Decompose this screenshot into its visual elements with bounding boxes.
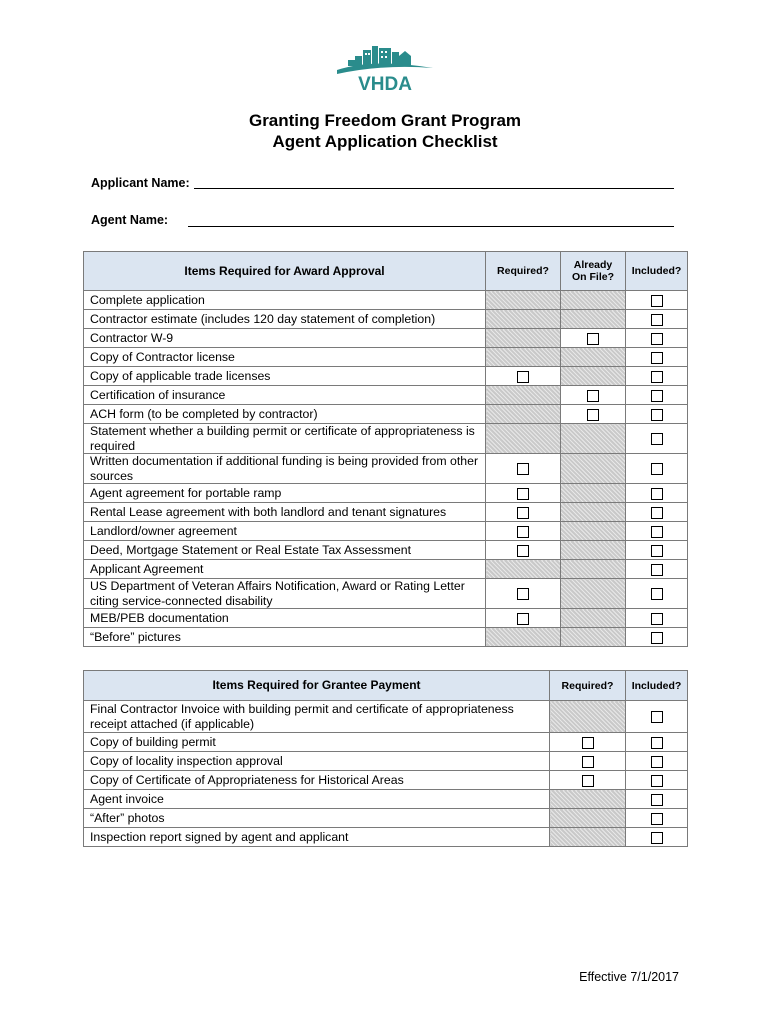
required-checkbox[interactable] <box>517 507 529 519</box>
required-shaded-cell <box>550 809 626 828</box>
item-label: Copy of applicable trade licenses <box>84 367 486 386</box>
item-label: Final Contractor Invoice with building permit and certificate of appropriateness receipt attached (if applicable) <box>84 701 550 733</box>
table-row <box>84 752 688 771</box>
already-shaded-cell <box>561 367 626 386</box>
required-checkbox[interactable] <box>517 526 529 538</box>
table-row <box>84 424 688 454</box>
already-shaded-cell <box>561 560 626 579</box>
item-label: Contractor W-9 <box>84 329 486 348</box>
required-checkbox[interactable] <box>517 613 529 625</box>
agent-name-line[interactable] <box>188 226 674 227</box>
table-row <box>84 454 688 484</box>
included-cell <box>626 579 688 609</box>
included-checkbox[interactable] <box>651 813 663 825</box>
item-label: Written documentation if additional funding is being provided from other sources <box>84 454 486 484</box>
included-checkbox[interactable] <box>651 352 663 364</box>
included-cell <box>626 733 688 752</box>
included-checkbox[interactable] <box>651 333 663 345</box>
required-checkbox[interactable] <box>517 588 529 600</box>
logo-text: VHDA <box>358 74 412 94</box>
required-shaded-cell <box>486 386 561 405</box>
table-row <box>84 628 688 647</box>
required-shaded-cell <box>486 291 561 310</box>
required-checkbox[interactable] <box>517 545 529 557</box>
award-item-header: Items Required for Award Approval <box>84 252 486 291</box>
required-shaded-cell <box>486 329 561 348</box>
included-checkbox[interactable] <box>651 545 663 557</box>
item-label: ACH form (to be completed by contractor) <box>84 405 486 424</box>
already-shaded-cell <box>561 310 626 329</box>
required-shaded-cell <box>486 405 561 424</box>
included-cell <box>626 701 688 733</box>
already-shaded-cell <box>561 454 626 484</box>
already-shaded-cell <box>561 541 626 560</box>
included-cell <box>626 291 688 310</box>
included-cell <box>626 560 688 579</box>
payment-item-header: Items Required for Grantee Payment <box>84 671 550 701</box>
included-checkbox[interactable] <box>651 463 663 475</box>
required-shaded-cell <box>486 310 561 329</box>
included-cell <box>626 329 688 348</box>
included-checkbox[interactable] <box>651 737 663 749</box>
required-cell <box>550 733 626 752</box>
table-row <box>84 809 688 828</box>
applicant-name-label: Applicant Name: <box>91 176 190 190</box>
required-shaded-cell <box>550 790 626 809</box>
required-cell <box>486 609 561 628</box>
required-cell <box>550 771 626 790</box>
item-label: “Before” pictures <box>84 628 486 647</box>
item-label: Complete application <box>84 291 486 310</box>
item-label: Deed, Mortgage Statement or Real Estate Tax Assessment <box>84 541 486 560</box>
item-label: Copy of Certificate of Appropriateness for Historical Areas <box>84 771 550 790</box>
already-shaded-cell <box>561 291 626 310</box>
item-label: Landlord/owner agreement <box>84 522 486 541</box>
included-cell <box>626 628 688 647</box>
table-row <box>84 291 688 310</box>
required-cell <box>486 367 561 386</box>
included-cell <box>626 424 688 454</box>
included-checkbox[interactable] <box>651 564 663 576</box>
included-cell <box>626 790 688 809</box>
included-checkbox[interactable] <box>651 433 663 445</box>
required-cell <box>486 503 561 522</box>
included-cell <box>626 609 688 628</box>
included-checkbox[interactable] <box>651 613 663 625</box>
included-cell <box>626 484 688 503</box>
item-label: Copy of Contractor license <box>84 348 486 367</box>
required-shaded-cell <box>486 560 561 579</box>
included-checkbox[interactable] <box>651 390 663 402</box>
already-checkbox[interactable] <box>587 390 599 402</box>
required-cell <box>550 752 626 771</box>
required-checkbox[interactable] <box>517 463 529 475</box>
item-label: Applicant Agreement <box>84 560 486 579</box>
grantee-payment-table <box>83 670 688 847</box>
included-checkbox[interactable] <box>651 314 663 326</box>
table-row <box>84 560 688 579</box>
item-label: Certification of insurance <box>84 386 486 405</box>
table-row <box>84 503 688 522</box>
effective-date: Effective 7/1/2017 <box>579 970 679 984</box>
table-row <box>84 790 688 809</box>
payment-included-header: Included? <box>626 671 688 701</box>
already-shaded-cell <box>561 522 626 541</box>
included-checkbox[interactable] <box>651 526 663 538</box>
required-checkbox[interactable] <box>517 371 529 383</box>
table-row <box>84 367 688 386</box>
included-cell <box>626 828 688 847</box>
item-label: Copy of locality inspection approval <box>84 752 550 771</box>
item-label: Inspection report signed by agent and applicant <box>84 828 550 847</box>
included-checkbox[interactable] <box>651 632 663 644</box>
already-shaded-cell <box>561 579 626 609</box>
included-cell <box>626 541 688 560</box>
already-checkbox[interactable] <box>587 333 599 345</box>
included-cell <box>626 771 688 790</box>
included-cell <box>626 522 688 541</box>
included-checkbox[interactable] <box>651 832 663 844</box>
table-row <box>84 701 688 733</box>
table-row <box>84 348 688 367</box>
included-cell <box>626 809 688 828</box>
item-label: Statement whether a building permit or certificate of appropriateness is required <box>84 424 486 454</box>
included-checkbox[interactable] <box>651 756 663 768</box>
award-included-header: Included? <box>626 252 688 291</box>
already-cell <box>561 386 626 405</box>
item-label: Contractor estimate (includes 120 day statement of completion) <box>84 310 486 329</box>
included-checkbox[interactable] <box>651 775 663 787</box>
item-label: US Department of Veteran Affairs Notification, Award or Rating Letter citing service-connected disability <box>84 579 486 609</box>
award-required-header: Required? <box>486 252 561 291</box>
item-label: Rental Lease agreement with both landlord and tenant signatures <box>84 503 486 522</box>
required-shaded-cell <box>550 701 626 733</box>
table-row <box>84 405 688 424</box>
required-cell <box>486 454 561 484</box>
included-checkbox[interactable] <box>651 794 663 806</box>
item-label: Copy of building permit <box>84 733 550 752</box>
payment-required-header: Required? <box>550 671 626 701</box>
included-checkbox[interactable] <box>651 711 663 723</box>
already-shaded-cell <box>561 348 626 367</box>
already-shaded-cell <box>561 484 626 503</box>
item-label: Agent invoice <box>84 790 550 809</box>
table-row <box>84 828 688 847</box>
included-checkbox[interactable] <box>651 295 663 307</box>
award-already-header: Already On File? <box>561 252 626 291</box>
required-cell <box>486 522 561 541</box>
required-cell <box>486 484 561 503</box>
table-row <box>84 484 688 503</box>
included-cell <box>626 405 688 424</box>
included-cell <box>626 752 688 771</box>
page-subtitle: Agent Application Checklist <box>272 132 498 151</box>
included-cell <box>626 503 688 522</box>
table-row <box>84 579 688 609</box>
applicant-name-line[interactable] <box>194 188 674 189</box>
item-label: “After” photos <box>84 809 550 828</box>
already-shaded-cell <box>561 628 626 647</box>
required-checkbox[interactable] <box>582 737 594 749</box>
table-row <box>84 609 688 628</box>
required-shaded-cell <box>486 348 561 367</box>
included-checkbox[interactable] <box>651 488 663 500</box>
already-shaded-cell <box>561 609 626 628</box>
included-cell <box>626 454 688 484</box>
vhda-logo <box>333 44 437 94</box>
already-shaded-cell <box>561 424 626 454</box>
table-row <box>84 771 688 790</box>
included-cell <box>626 386 688 405</box>
required-checkbox[interactable] <box>582 756 594 768</box>
item-label: Agent agreement for portable ramp <box>84 484 486 503</box>
agent-name-label: Agent Name: <box>91 213 169 227</box>
included-cell <box>626 310 688 329</box>
table-row <box>84 329 688 348</box>
required-checkbox[interactable] <box>517 488 529 500</box>
table-row <box>84 522 688 541</box>
already-cell <box>561 329 626 348</box>
required-shaded-cell <box>550 828 626 847</box>
already-shaded-cell <box>561 503 626 522</box>
table-row <box>84 541 688 560</box>
already-cell <box>561 405 626 424</box>
included-checkbox[interactable] <box>651 507 663 519</box>
required-shaded-cell <box>486 628 561 647</box>
page-title: Granting Freedom Grant Program <box>248 111 522 130</box>
table-row <box>84 386 688 405</box>
table-row <box>84 310 688 329</box>
table-row <box>84 733 688 752</box>
included-cell <box>626 367 688 386</box>
included-checkbox[interactable] <box>651 371 663 383</box>
required-checkbox[interactable] <box>582 775 594 787</box>
required-shaded-cell <box>486 424 561 454</box>
required-cell <box>486 579 561 609</box>
included-checkbox[interactable] <box>651 588 663 600</box>
included-checkbox[interactable] <box>651 409 663 421</box>
item-label: MEB/PEB documentation <box>84 609 486 628</box>
included-cell <box>626 348 688 367</box>
already-checkbox[interactable] <box>587 409 599 421</box>
award-approval-table <box>83 251 688 647</box>
required-cell <box>486 541 561 560</box>
